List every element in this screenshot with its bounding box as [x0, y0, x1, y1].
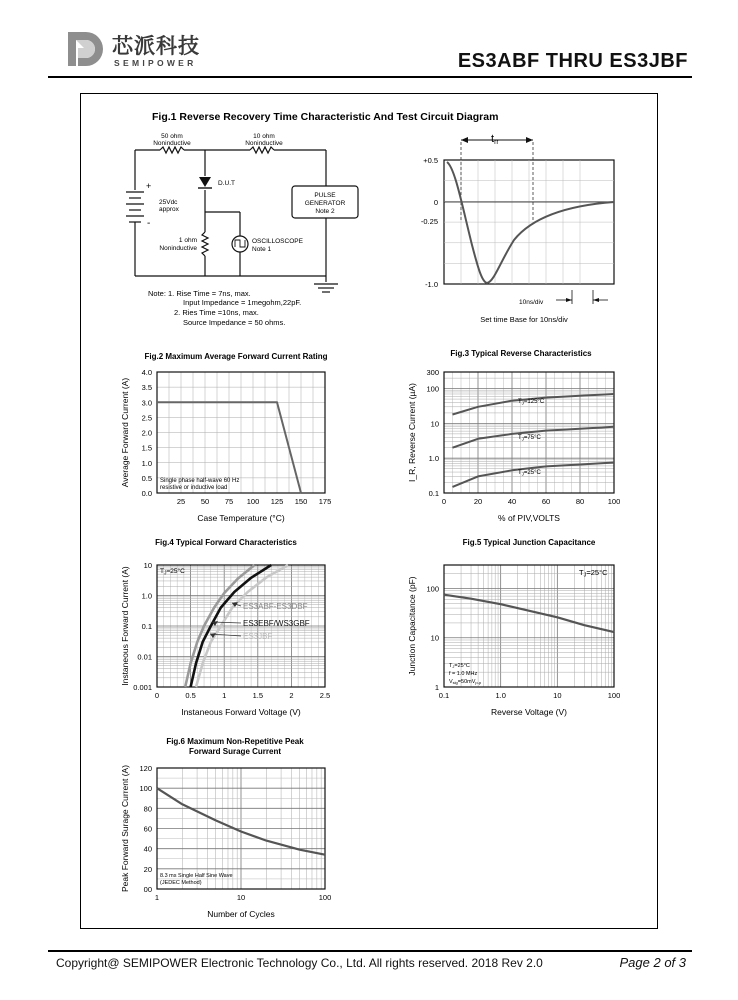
- y-tick-label: 120: [139, 764, 152, 773]
- x-tick-label: 1.5: [252, 691, 264, 700]
- x-tick-label: 1: [154, 893, 160, 902]
- chart-annotation: resistive or inductive load: [160, 485, 228, 491]
- pulse-line1: PULSE: [314, 192, 336, 199]
- legend-entry: ES3ABF-ES3DBF: [243, 602, 308, 611]
- y-axis-label: Instaneous Forward Current (A): [120, 566, 130, 686]
- fig6-surge-current-chart: [120, 737, 331, 919]
- x-tick-label: 20: [473, 497, 483, 506]
- y-tick-label: 1.5: [141, 443, 152, 453]
- pulse-line2: GENERATOR: [304, 200, 346, 207]
- y-axis-label: Average Forward Current (A): [120, 377, 130, 488]
- battery-plus: +: [146, 181, 152, 191]
- chart-title: Fig.5 Typical Junction Capacitance: [462, 538, 596, 547]
- r50-value: 50 ohm: [161, 133, 183, 140]
- chart-title: Fig.6 Maximum Non-Repetitive Peak: [166, 737, 304, 746]
- x-tick-label: 175: [318, 497, 332, 506]
- x-tick-label: 50: [200, 497, 210, 506]
- fig1-waveform-caption: Set time Base for 10ns/div: [480, 315, 568, 324]
- diode-symbol: [199, 177, 211, 187]
- trr-ytick-neg025: -0.25: [420, 217, 438, 226]
- trr-label: trr: [491, 133, 499, 146]
- r1-note: Noninductive: [159, 245, 197, 252]
- logo-chinese-name: 芯派科技: [112, 34, 200, 58]
- x-tick-label: 100: [607, 691, 621, 700]
- test-condition: TJ=25°C: [449, 663, 470, 669]
- y-tick-label: 1.0: [141, 458, 152, 468]
- y-tick-label: 4.0: [141, 368, 152, 377]
- x-tick-label: 100: [246, 497, 260, 506]
- y-tick-label: 100: [426, 384, 439, 394]
- y-tick-label: 300: [426, 368, 439, 377]
- y-tick-label: 2.0: [141, 428, 152, 438]
- fig5-junction-capacitance-chart: [407, 538, 620, 717]
- chart-title: Forward Surage Current: [188, 747, 282, 756]
- test-condition: Vsig=50mVp-p: [449, 679, 482, 685]
- x-tick-label: 0.5: [185, 691, 196, 700]
- y-tick-label: 0.1: [428, 489, 439, 498]
- fig1-note-1: Note: 1. Rise Time = 7ns, max.: [148, 289, 251, 298]
- y-tick-label: 80: [143, 804, 152, 814]
- y-tick-label: 1.0: [141, 591, 152, 601]
- test-condition: f = 1.0 MHz: [449, 671, 478, 677]
- y-tick-label: 1.0: [428, 454, 439, 464]
- x-tick-label: 150: [294, 497, 308, 506]
- junction-temp-label: $T_J=25^\circ C$: [579, 568, 608, 579]
- trr-ytick-pos05: +0.5: [423, 156, 438, 165]
- x-axis-label: % of PIV,VOLTS: [498, 513, 560, 523]
- x-tick-label: 10: [553, 691, 562, 700]
- x-tick-label: 100: [607, 497, 621, 506]
- chart-title: Fig.3 Typical Reverse Characteristics: [450, 349, 592, 358]
- x-tick-label: 0: [154, 691, 160, 700]
- junction-temp-label: $T_J=25^\circ C$: [160, 568, 185, 577]
- y-tick-label: 10: [430, 419, 439, 429]
- battery-value: 25Vdc: [159, 199, 178, 206]
- trr-ytick-neg1: -1.0: [425, 280, 438, 289]
- y-tick-label: 3.5: [141, 383, 152, 393]
- r10-note: Noninductive: [245, 140, 283, 147]
- x-tick-label: 1.0: [495, 691, 506, 700]
- r10-value: 10 ohm: [253, 133, 275, 140]
- x-tick-label: 40: [507, 497, 517, 506]
- x-tick-label: 25: [176, 497, 186, 506]
- y-axis-label: I_R, Reverse Current (µA): [407, 383, 417, 482]
- y-tick-label: 1: [434, 683, 439, 692]
- y-tick-label: 0.0: [141, 489, 152, 498]
- dut-label: D.U.T: [218, 180, 235, 187]
- reverse-recovery-waveform: [444, 137, 614, 304]
- x-axis-label: Instaneous Forward Voltage (V): [181, 707, 301, 717]
- y-tick-label: 0.5: [141, 473, 152, 483]
- x-tick-label: 0.1: [438, 691, 450, 700]
- y-tick-label: 20: [143, 864, 152, 874]
- x-tick-label: 2.5: [319, 691, 331, 700]
- pulse-line3: Note 2: [315, 208, 335, 215]
- x-tick-label: 125: [270, 497, 284, 506]
- series-label: $T_J=75^\circ C$: [518, 435, 541, 442]
- x-axis-label: Number of Cycles: [207, 909, 275, 919]
- battery-minus: -: [147, 218, 151, 229]
- y-tick-label: 2.5: [141, 413, 152, 423]
- r1-value: 1 ohm: [178, 237, 197, 244]
- copyright-notice: Copyright@ SEMIPOWER Electronic Technology Co., Ltd. All rights reserved. 2018 Rev 2.0: [56, 956, 543, 970]
- y-tick-label: 40: [143, 844, 152, 854]
- chart-annotation: Single phase half-wave 60 Hz: [160, 478, 240, 484]
- oscilloscope-label: OSCILLOSCOPE: [252, 238, 303, 245]
- fig3-reverse-characteristics-chart: [407, 349, 620, 523]
- x-tick-label: 10: [236, 893, 246, 902]
- chart-annotation: 8.3 ms Single Half Sine Wave: [160, 873, 233, 879]
- footer-divider: [48, 950, 692, 952]
- fig1-note-4: Source Impedance = 50 ohms.: [183, 318, 286, 327]
- y-tick-label: 10: [143, 561, 152, 570]
- test-circuit-diagram: [126, 147, 358, 292]
- x-tick-label: 1: [222, 691, 227, 700]
- x-tick-label: 100: [318, 893, 332, 902]
- x-tick-label: 0: [441, 497, 447, 506]
- logo-english-name: SEMIPOWER: [114, 58, 197, 68]
- x-tick-label: 60: [541, 497, 551, 506]
- oscilloscope-note: Note 1: [252, 246, 272, 253]
- page-number: Page 2 of 3: [619, 955, 686, 970]
- fig2-forward-current-derating-chart: [120, 352, 331, 523]
- timebase-label: 10ns/div: [519, 299, 544, 306]
- trr-ytick-0: 0: [433, 198, 438, 207]
- x-axis-label: Reverse Voltage (V): [490, 707, 568, 717]
- legend-entry: ES3EBF/WS3GBF: [243, 619, 310, 628]
- chart-title: Fig.2 Maximum Average Forward Current Rating: [144, 352, 328, 361]
- r50-note: Noninductive: [153, 140, 191, 147]
- fig1-note-3: 2. Ries Time =10ns, max.: [174, 308, 259, 317]
- y-tick-label: 3.0: [141, 398, 152, 408]
- fig4-forward-characteristics-chart: [120, 538, 330, 717]
- x-axis-label: Case Temperature (°C): [197, 513, 285, 523]
- part-number-title: ES3ABF THRU ES3JBF: [457, 50, 688, 72]
- y-tick-label: 100: [139, 784, 152, 794]
- y-tick-label: 00: [143, 885, 152, 894]
- fig1-title: Fig.1 Reverse Recovery Time Characteristic And Test Circuit Diagram: [152, 111, 499, 123]
- x-tick-label: 75: [224, 497, 234, 506]
- chart-title: Fig.4 Typical Forward Characteristics: [155, 538, 297, 547]
- y-tick-label: 0.1: [141, 622, 152, 631]
- x-tick-label: 80: [575, 497, 585, 506]
- y-tick-label: 60: [143, 824, 152, 834]
- chart-annotation: (JEDEC Method): [160, 880, 202, 886]
- x-tick-label: 2: [289, 691, 294, 700]
- series-label: $T_J=25^\circ C$: [518, 470, 541, 477]
- y-tick-label: 100: [426, 584, 439, 594]
- y-axis-label: Peak Forward Surage Current (A): [120, 764, 130, 893]
- y-axis-label: Junction Capacitance (pF): [407, 576, 417, 676]
- capacitance-curve: [444, 595, 614, 632]
- y-tick-label: 0.001: [133, 683, 152, 692]
- y-tick-label: 10: [430, 633, 439, 643]
- y-tick-label: 0.01: [137, 652, 152, 662]
- fig1-note-2: Input Impedance = 1megohm,22pF.: [183, 298, 302, 307]
- legend-entry: ES3JBF: [243, 632, 273, 641]
- series-label: $T_J=125^\circ C$: [518, 399, 545, 406]
- battery-note: approx: [159, 206, 179, 213]
